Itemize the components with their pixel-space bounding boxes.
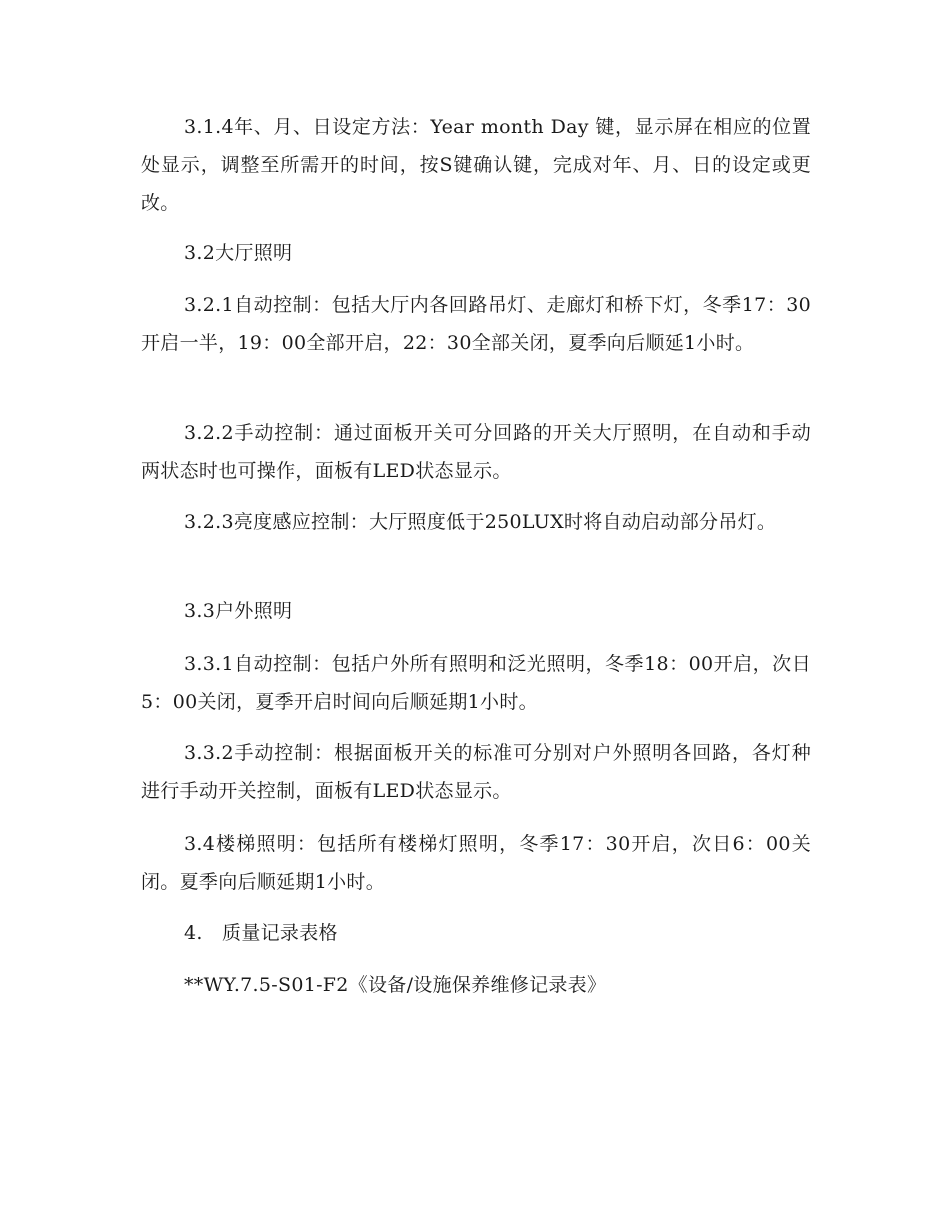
heading-3-2: 3.2大厅照明 [184,242,293,264]
paragraph-3-2-1: 3.2.1自动控制：包括大厅内各回路吊灯、走廊灯和桥下灯，冬季17：30开启一半，19：00全部开启，22：30全部关闭，夏季向后顺延1小时。 [141,294,811,354]
paragraph-3-3-1: 3.3.1自动控制：包括户外所有照明和泛光照明，冬季18：00开启，次日5：00关闭，夏季开启时间向后顺延期1小时。 [141,653,811,713]
paragraph-3-1-4: 3.1.4年、月、日设定方法：Year month Day 键，显示屏在相应的位置处显示，调整至所需开的时间，按S键确认键，完成对年、月、日的设定或更改。 [141,116,811,214]
paragraph-3-3-2: 3.3.2手动控制：根据面板开关的标准可分别对户外照明各回路，各灯种进行手动开关控制，面板有LED状态显示。 [141,742,811,802]
record-form-reference: **WY.7.5-S01-F2《设备/设施保养维修记录表》 [184,974,607,996]
heading-3-3: 3.3户外照明 [184,600,293,622]
paragraph-3-4: 3.4楼梯照明：包括所有楼梯灯照明，冬季17：30开启，次日6：00关闭。夏季向后顺延期1小时。 [141,833,811,893]
paragraph-3-2-2: 3.2.2手动控制：通过面板开关可分回路的开关大厅照明，在自动和手动两状态时也可操作，面板有LED状态显示。 [141,422,811,482]
paragraph-3-2-3: 3.2.3亮度感应控制：大厅照度低于250LUX时将自动启动部分吊灯。 [184,511,777,533]
heading-4: 4. 质量记录表格 [184,922,338,944]
